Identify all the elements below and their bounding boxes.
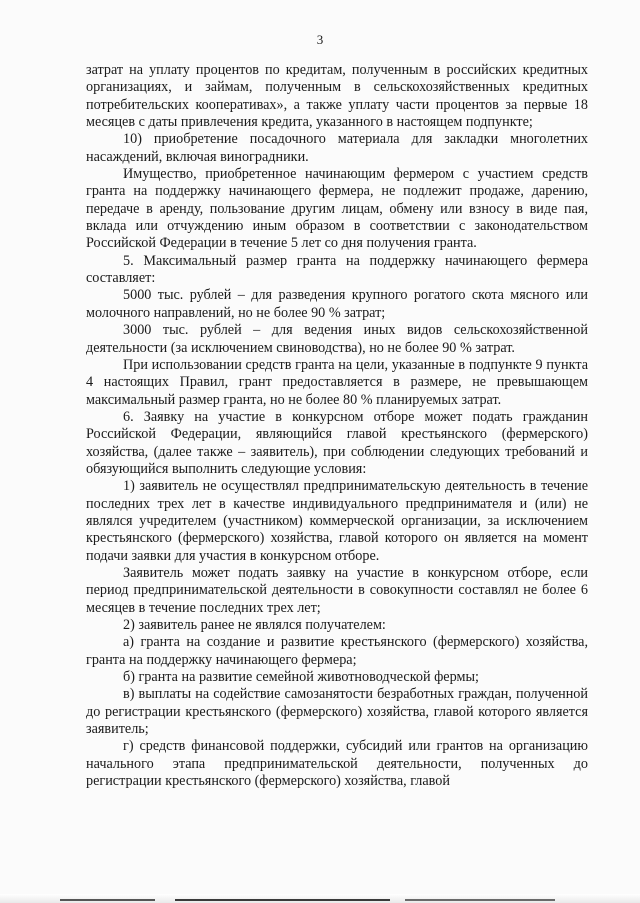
paragraph-section-5: 5. Максимальный размер гранта на поддержку начинающего фермера составляет: bbox=[86, 252, 588, 287]
scan-artifact-mark bbox=[60, 899, 155, 901]
paragraph-grant-5000: 5000 тыс. рублей – для разведения крупного рогатого скота мясного или молочного направлений, но не более 90 % затрат; bbox=[86, 287, 588, 321]
scan-artifact-mark bbox=[175, 899, 390, 901]
paragraph-item-10: 10) приобретение посадочного материала для закладки многолетних насаждений, включая виноградники. bbox=[86, 131, 588, 165]
paragraph-subitem-g: г) средств финансовой поддержки, субсидий или грантов на организацию начального этапа предпринимательской деятельности, полученных до регистрации крестьянского (фермерского) хозяйства, главой bbox=[86, 738, 588, 790]
paragraph-condition-2: 2) заявитель ранее не являлся получателем: bbox=[123, 617, 386, 633]
paragraph-subitem-b: б) гранта на развитие семейной животноводческой фермы; bbox=[123, 669, 479, 686]
scan-artifact-mark bbox=[405, 899, 555, 901]
paragraph-grant-3000: 3000 тыс. рублей – для ведения иных видов сельскохозяйственной деятельности (за исключением свиноводства), но не более 90 % затрат. bbox=[86, 322, 588, 356]
document-body bbox=[86, 62, 588, 790]
paragraph-condition-1: 1) заявитель не осуществлял предпринимательскую деятельность в течение последних трех лет в качестве индивидуального предпринимателя и (или) не являлся учредителем (участником) коммерческой организации, за исключением крестьянского (фермерского) хозяйства, главой которого он является на момент подачи заявки для участия в конкурсном отборе. bbox=[86, 478, 588, 564]
paragraph-section-6: 6. Заявку на участие в конкурсном отборе может подать гражданин Российской Федерации, являющийся главой крестьянского (фермерского) хозяйства, (далее также – заявитель), при соблюдении следующих требований и обязующийся выполнить следующие условия: bbox=[86, 408, 588, 477]
paragraph-grant-usage: При использовании средств гранта на цели, указанные в подпункте 9 пункта 4 настоящих Правил, грант предоставляется в размере, не превышающем максимальный размер гранта, но не более 80 % планируемых затрат. bbox=[86, 356, 588, 408]
paragraph-subitem-a: а) гранта на создание и развитие крестьянского (фермерского) хозяйства, гранта на поддержку начинающего фермера; bbox=[86, 634, 588, 668]
paragraph-applicant-period: Заявитель может подать заявку на участие в конкурсном отборе, если период предпринимательской деятельности в совокупности составлял не более 6 месяцев в течение последних трех лет; bbox=[86, 564, 588, 616]
scan-bottom-edge bbox=[0, 894, 640, 903]
paragraph-subitem-v: в) выплаты на содействие самозанятости безработных граждан, полученной до регистрации крестьянского (фермерского) хозяйства, главой которого является заявитель; bbox=[86, 686, 588, 738]
page-number: 3 bbox=[316, 32, 324, 47]
paragraph-property-restriction: Имущество, приобретенное начинающим фермером с участием средств гранта на поддержку начинающего фермера, не подлежит продаже, дарению, передаче в аренду, пользование другим лицам, обмену или взносу в виде пая, вклада или отчуждению иным образом в соответствии с законодательством Российской Федерации в течение 5 лет со дня получения гранта. bbox=[86, 166, 588, 252]
paragraph-continuation: затрат на уплату процентов по кредитам, полученным в российских кредитных организациях, и займам, полученным в сельскохозяйственных кредитных потребительских кооперативах», а также уплату части процентов за первые 18 месяцев с даты привлечения кредита, указанного в настоящем подпункте; bbox=[86, 62, 588, 131]
